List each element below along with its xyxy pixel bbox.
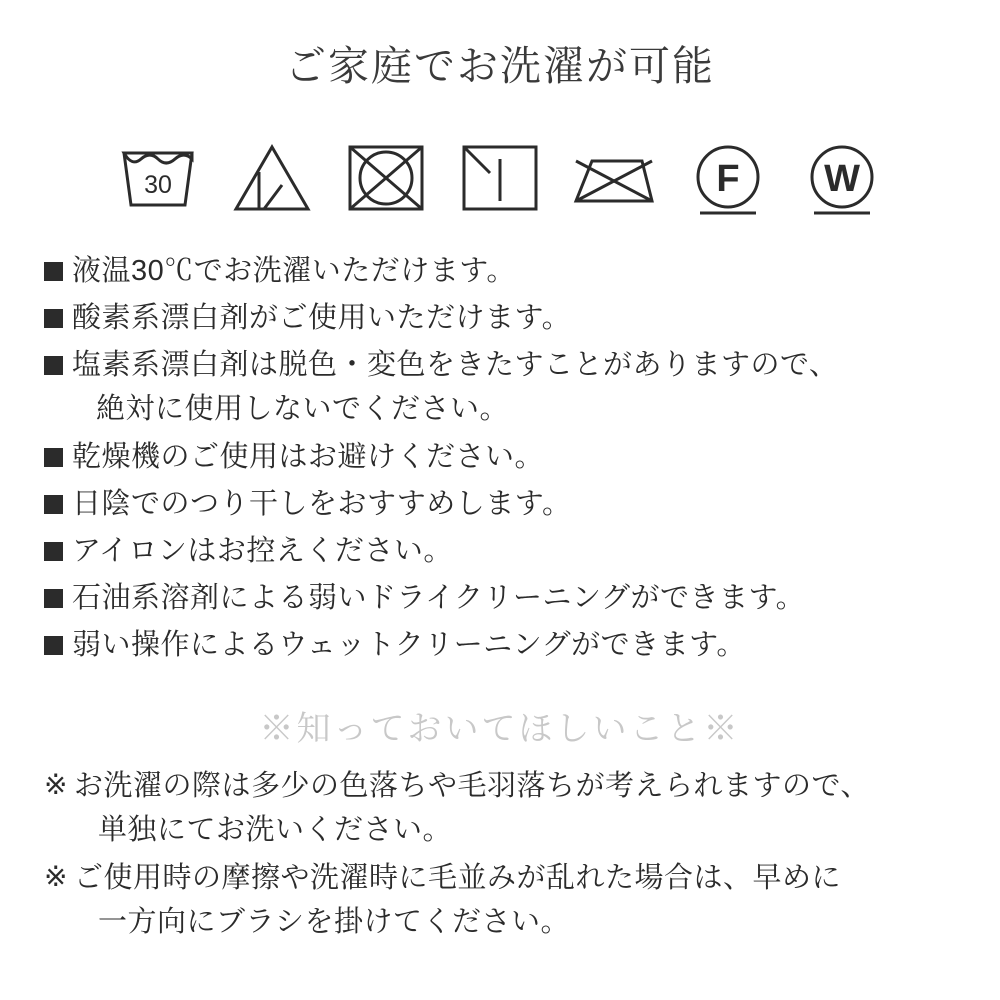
asterisk-bullet-icon: ※ [44, 768, 68, 800]
dry-clean-letter: F [716, 158, 740, 201]
notice-line-1: お洗濯の際は多少の色落ちや毛羽落ちが考えられますので、 [73, 769, 870, 802]
list-item [44, 343, 950, 431]
dry-clean-petroleum-f-symbol [682, 125, 774, 217]
list-item [44, 482, 950, 526]
list-item [44, 435, 950, 479]
wet-clean-letter: W [824, 158, 860, 201]
square-bullet-icon [44, 448, 63, 467]
care-instruction-text [72, 576, 950, 620]
notice-list [0, 764, 1000, 944]
care-instruction-list [0, 249, 1000, 667]
care-instruction-text [72, 623, 950, 667]
care-instruction-text [72, 343, 950, 431]
wash-temp-label: 30 [144, 171, 172, 200]
care-instruction-text [72, 435, 950, 479]
notice-line-1: ご使用時の摩擦や洗濯時に毛並みが乱れた場合は、早めに [73, 862, 841, 895]
notice-line-2: 単独にてお洗いください。 [97, 813, 452, 846]
care-instruction-text [72, 529, 950, 573]
list-item [44, 623, 950, 667]
notice-line-2: 一方向にブラシを掛けてください。 [97, 906, 570, 939]
wet-clean-w-symbol [796, 125, 888, 217]
list-item [44, 529, 950, 573]
care-instruction-text [72, 482, 950, 526]
care-line-2: 絶対に使用しないでください。 [96, 393, 510, 426]
line-dry-in-shade-symbol [454, 125, 546, 217]
care-line-1: 弱い操作によるウェットクリーニングができます。 [72, 628, 746, 661]
list-item [44, 249, 950, 293]
care-line-1: 日陰でのつり干しをおすすめします。 [72, 487, 572, 520]
care-symbol-row [0, 117, 1000, 217]
notice-section-title: ※知っておいてほしいこと※ [259, 709, 741, 748]
square-bullet-icon [44, 309, 63, 328]
no-tumble-dry-symbol [340, 125, 432, 217]
care-line-1: 酸素系漂白剤がご使用いただけます。 [72, 302, 572, 335]
page-title: ご家庭でお洗濯が可能 [285, 43, 715, 89]
list-item [44, 296, 950, 340]
care-instruction-text [72, 249, 950, 293]
care-line-1: アイロンはお控えください。 [72, 534, 453, 567]
care-line-1: 塩素系漂白剤は脱色・変色をきたすことがありますので、 [72, 349, 839, 382]
notice-text [74, 856, 954, 944]
list-item [44, 856, 954, 944]
asterisk-bullet-icon: ※ [44, 861, 68, 893]
square-bullet-icon [44, 356, 63, 375]
care-line-1: 石油系溶剤による弱いドライクリーニングができます。 [72, 581, 806, 614]
list-item [44, 576, 950, 620]
square-bullet-icon [44, 262, 63, 281]
do-not-iron-symbol [568, 125, 660, 217]
care-line-1: 液温30℃でお洗濯いただけます。 [72, 255, 516, 288]
square-bullet-icon [44, 542, 63, 561]
square-bullet-icon [44, 636, 63, 655]
oxygen-bleach-symbol [226, 125, 318, 217]
square-bullet-icon [44, 589, 63, 608]
care-line-1: 乾燥機のご使用はお避けください。 [72, 440, 545, 473]
list-item [44, 764, 954, 852]
wash-30-symbol [112, 125, 204, 217]
notice-text [74, 764, 954, 852]
care-instruction-text [72, 296, 950, 340]
square-bullet-icon [44, 495, 63, 514]
